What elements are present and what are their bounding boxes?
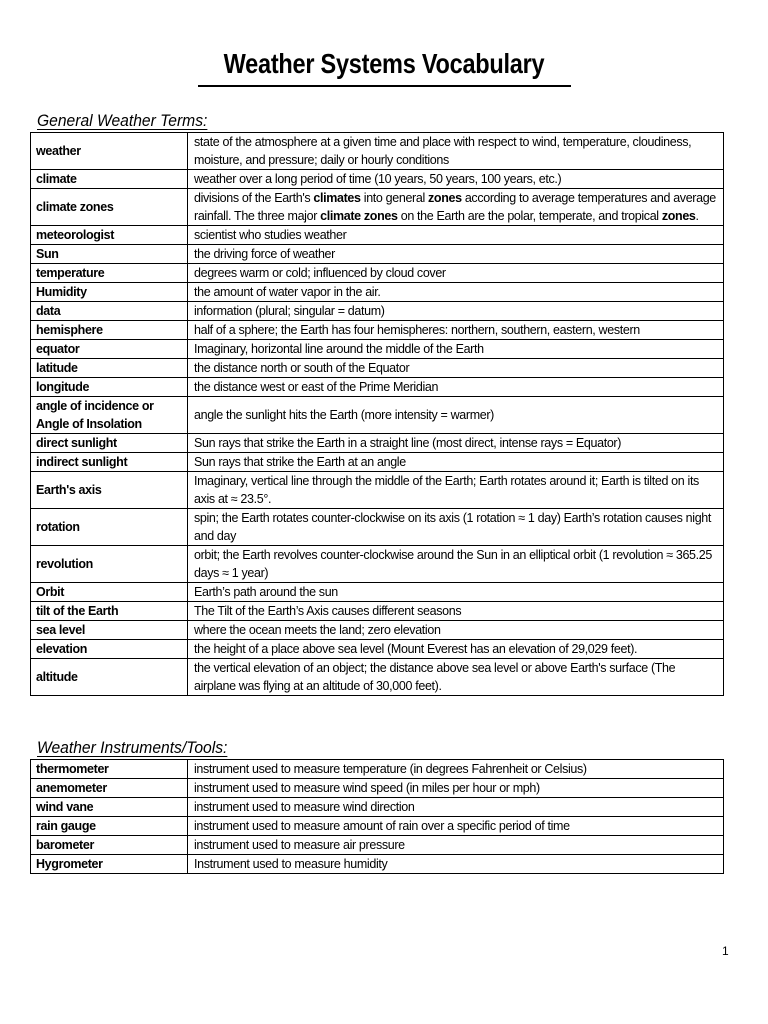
term-cell: wind vane	[31, 798, 188, 817]
definition-cell: Instrument used to measure humidity	[188, 855, 724, 874]
definition-cell: Imaginary, vertical line through the middle of the Earth; Earth rotates around it; Earth is tilted on its axis at ≈ 23.5°.	[188, 472, 724, 509]
term-cell: direct sunlight	[31, 434, 188, 453]
table-row	[31, 472, 724, 509]
table-row	[31, 453, 724, 472]
term-cell: altitude	[31, 659, 188, 696]
term-cell: sea level	[31, 621, 188, 640]
term-cell: thermometer	[31, 760, 188, 779]
term-cell: Humidity	[31, 283, 188, 302]
table-row	[31, 245, 724, 264]
table-row	[31, 397, 724, 434]
term-cell: Earth's axis	[31, 472, 188, 509]
definition-cell: the distance west or east of the Prime Meridian	[188, 378, 724, 397]
table-row	[31, 779, 724, 798]
term-cell: rain gauge	[31, 817, 188, 836]
term-cell: latitude	[31, 359, 188, 378]
instruments-table	[30, 759, 724, 874]
table-row	[31, 640, 724, 659]
table-row	[31, 264, 724, 283]
table-row	[31, 283, 724, 302]
section-heading-general: General Weather Terms:	[37, 111, 208, 130]
definition-cell: Earth’s path around the sun	[188, 583, 724, 602]
definition-cell: the driving force of weather	[188, 245, 724, 264]
table-row	[31, 509, 724, 546]
definition-cell: the distance north or south of the Equator	[188, 359, 724, 378]
term-cell: climate	[31, 170, 188, 189]
definition-cell: information (plural; singular = datum)	[188, 302, 724, 321]
term-cell: climate zones	[31, 189, 188, 226]
definition-cell: weather over a long period of time (10 years, 50 years, 100 years, etc.)	[188, 170, 724, 189]
table-row	[31, 546, 724, 583]
table-row	[31, 133, 724, 170]
term-cell: barometer	[31, 836, 188, 855]
page-title: Weather Systems Vocabulary	[223, 48, 545, 79]
general-terms-table	[30, 132, 724, 696]
term-cell: anemometer	[31, 779, 188, 798]
term-cell: meteorologist	[31, 226, 188, 245]
definition-cell: the amount of water vapor in the air.	[188, 283, 724, 302]
definition-cell: angle the sunlight hits the Earth (more intensity = warmer)	[188, 397, 724, 434]
table-row	[31, 855, 724, 874]
table-row	[31, 659, 724, 696]
definition-cell: spin; the Earth rotates counter-clockwise on its axis (1 rotation ≈ 1 day) Earth’s rotation causes night and day	[188, 509, 724, 546]
table-row	[31, 836, 724, 855]
table-row	[31, 226, 724, 245]
term-cell: elevation	[31, 640, 188, 659]
table-row	[31, 760, 724, 779]
table-row	[31, 378, 724, 397]
table-row	[31, 602, 724, 621]
table-row	[31, 359, 724, 378]
term-cell: weather	[31, 133, 188, 170]
title-underline	[198, 85, 571, 87]
definition-cell: Sun rays that strike the Earth in a straight line (most direct, intense rays = Equator)	[188, 434, 724, 453]
term-cell: angle of incidence or Angle of Insolation	[31, 397, 188, 434]
table-row	[31, 434, 724, 453]
term-cell: Hygrometer	[31, 855, 188, 874]
table-row	[31, 170, 724, 189]
term-cell: Orbit	[31, 583, 188, 602]
definition-cell: scientist who studies weather	[188, 226, 724, 245]
table-row	[31, 189, 724, 226]
definition-cell: Imaginary, horizontal line around the middle of the Earth	[188, 340, 724, 359]
term-cell: longitude	[31, 378, 188, 397]
definition-cell: instrument used to measure wind direction	[188, 798, 724, 817]
definition-cell: where the ocean meets the land; zero elevation	[188, 621, 724, 640]
term-cell: temperature	[31, 264, 188, 283]
definition-cell: the height of a place above sea level (Mount Everest has an elevation of 29,029 feet).	[188, 640, 724, 659]
page-number: 1	[722, 944, 729, 958]
term-cell: data	[31, 302, 188, 321]
definition-cell: Sun rays that strike the Earth at an angle	[188, 453, 724, 472]
definition-cell: state of the atmosphere at a given time and place with respect to wind, temperature, cloudiness, moisture, and pressure; daily or hourly conditions	[188, 133, 724, 170]
term-cell: Sun	[31, 245, 188, 264]
definition-cell: instrument used to measure wind speed (in miles per hour or mph)	[188, 779, 724, 798]
definition-cell: orbit; the Earth revolves counter-clockwise around the Sun in an elliptical orbit (1 revolution ≈ 365.25 days ≈ 1 year)	[188, 546, 724, 583]
term-cell: indirect sunlight	[31, 453, 188, 472]
table-row	[31, 621, 724, 640]
definition-cell: instrument used to measure amount of rain over a specific period of time	[188, 817, 724, 836]
table-row	[31, 340, 724, 359]
definition-cell: degrees warm or cold; influenced by cloud cover	[188, 264, 724, 283]
definition-cell: instrument used to measure air pressure	[188, 836, 724, 855]
table-row	[31, 302, 724, 321]
definition-cell: the vertical elevation of an object; the distance above sea level or above Earth's surface (The airplane was flying at an altitude of 30,000 feet).	[188, 659, 724, 696]
term-cell: tilt of the Earth	[31, 602, 188, 621]
definition-cell: instrument used to measure temperature (in degrees Fahrenheit or Celsius)	[188, 760, 724, 779]
table-row	[31, 321, 724, 340]
section-heading-instruments: Weather Instruments/Tools:	[37, 738, 228, 757]
term-cell: hemisphere	[31, 321, 188, 340]
definition-cell: half of a sphere; the Earth has four hemispheres: northern, southern, eastern, western	[188, 321, 724, 340]
term-cell: rotation	[31, 509, 188, 546]
table-row	[31, 583, 724, 602]
term-cell: equator	[31, 340, 188, 359]
term-cell: revolution	[31, 546, 188, 583]
definition-cell: divisions of the Earth's climates into general zones according to average temperatures and average rainfall. The three major climate zones on the Earth are the polar, temperate, and tropical zones.	[188, 189, 724, 226]
table-row	[31, 798, 724, 817]
table-row	[31, 817, 724, 836]
definition-cell: The Tilt of the Earth’s Axis causes different seasons	[188, 602, 724, 621]
